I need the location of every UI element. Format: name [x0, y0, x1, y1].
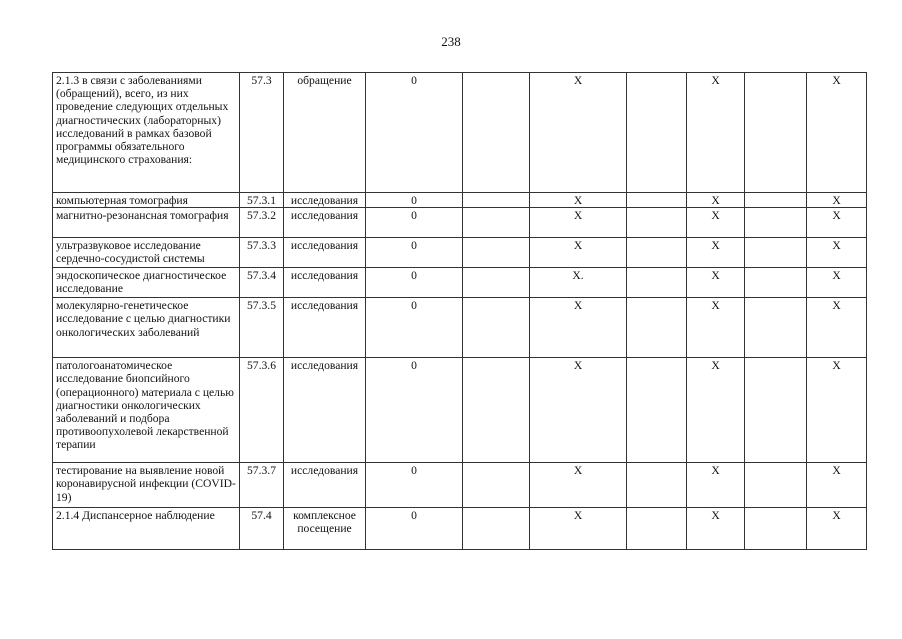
row-code: 57.3.5 — [240, 298, 284, 358]
row-x-mark: X — [687, 463, 745, 508]
row-x-mark: X — [530, 193, 627, 208]
row-code: 57.3.1 — [240, 193, 284, 208]
table-row — [53, 193, 867, 208]
empty-cell — [463, 298, 530, 358]
row-name: эндоскопическое диагностическое исследование — [53, 268, 240, 298]
empty-cell — [745, 298, 807, 358]
empty-cell — [463, 358, 530, 463]
row-x-mark: X — [807, 508, 867, 550]
row-x-mark: X — [530, 208, 627, 238]
row-x-mark: X — [687, 508, 745, 550]
row-value: 0 — [366, 508, 463, 550]
row-name: 2.1.3 в связи с заболеваниями (обращений), всего, из них проведение следующих отдельных диагностических (лабораторных) исследований в рамках базовой программы обязательного медицинского страхования: — [53, 73, 240, 193]
row-x-mark: X — [807, 193, 867, 208]
row-code: 57.3.6 — [240, 358, 284, 463]
row-name: магнитно-резонансная томография — [53, 208, 240, 238]
row-x-mark: X — [687, 193, 745, 208]
row-value: 0 — [366, 208, 463, 238]
row-code: 57.3.7 — [240, 463, 284, 508]
row-code: 57.3.3 — [240, 238, 284, 268]
row-value: 0 — [366, 268, 463, 298]
empty-cell — [745, 358, 807, 463]
table-row — [53, 238, 867, 268]
row-x-mark: X — [807, 463, 867, 508]
empty-cell — [627, 508, 687, 550]
row-x-mark: X — [687, 238, 745, 268]
row-code: 57.3 — [240, 73, 284, 193]
row-x-mark: X — [687, 268, 745, 298]
row-value: 0 — [366, 298, 463, 358]
row-name: компьютерная томография — [53, 193, 240, 208]
row-code: 57.3.2 — [240, 208, 284, 238]
table-row — [53, 268, 867, 298]
table-row — [53, 463, 867, 508]
empty-cell — [745, 268, 807, 298]
table-row — [53, 358, 867, 463]
table-row — [53, 298, 867, 358]
row-value: 0 — [366, 358, 463, 463]
empty-cell — [463, 268, 530, 298]
row-x-mark: X — [687, 298, 745, 358]
empty-cell — [463, 73, 530, 193]
empty-cell — [745, 208, 807, 238]
empty-cell — [627, 193, 687, 208]
empty-cell — [745, 508, 807, 550]
row-x-mark: X — [687, 358, 745, 463]
row-name: ультразвуковое исследование сердечно-сосудистой системы — [53, 238, 240, 268]
row-code: 57.3.4 — [240, 268, 284, 298]
row-x-mark: X — [807, 358, 867, 463]
empty-cell — [745, 193, 807, 208]
empty-cell — [463, 238, 530, 268]
empty-cell — [627, 268, 687, 298]
data-table — [52, 72, 867, 550]
empty-cell — [463, 208, 530, 238]
row-x-mark: X — [530, 73, 627, 193]
empty-cell — [463, 193, 530, 208]
row-value: 0 — [366, 463, 463, 508]
empty-cell — [627, 73, 687, 193]
empty-cell — [627, 208, 687, 238]
empty-cell — [745, 463, 807, 508]
row-x-mark: X — [687, 73, 745, 193]
empty-cell — [627, 238, 687, 268]
table-row — [53, 208, 867, 238]
page-number: 238 — [441, 34, 461, 49]
row-unit: исследования — [284, 298, 366, 358]
empty-cell — [627, 463, 687, 508]
row-x-mark: X. — [530, 268, 627, 298]
row-x-mark: X — [530, 508, 627, 550]
row-x-mark: X — [807, 298, 867, 358]
table-row — [53, 508, 867, 550]
empty-cell — [463, 463, 530, 508]
row-unit: исследования — [284, 463, 366, 508]
row-unit: исследования — [284, 193, 366, 208]
empty-cell — [627, 358, 687, 463]
row-value: 0 — [366, 193, 463, 208]
table-row — [53, 73, 867, 193]
empty-cell — [745, 238, 807, 268]
row-x-mark: X — [807, 268, 867, 298]
row-name: молекулярно-генетическое исследование с целью диагностики онкологических заболеваний — [53, 298, 240, 358]
row-unit: исследования — [284, 238, 366, 268]
row-unit: комплексное посещение — [284, 508, 366, 550]
empty-cell — [463, 508, 530, 550]
empty-cell — [627, 298, 687, 358]
row-value: 0 — [366, 238, 463, 268]
row-name: 2.1.4 Диспансерное наблюдение — [53, 508, 240, 550]
row-value: 0 — [366, 73, 463, 193]
row-unit: исследования — [284, 268, 366, 298]
row-name: патологоанатомическое исследование биопсийного (операционного) материала с целью диагностики онкологических заболеваний и подбора противоопухолевой лекарственной терапии — [53, 358, 240, 463]
row-x-mark: X — [530, 463, 627, 508]
row-x-mark: X — [530, 358, 627, 463]
row-unit: исследования — [284, 208, 366, 238]
row-x-mark: X — [687, 208, 745, 238]
row-x-mark: X — [807, 73, 867, 193]
row-unit: исследования — [284, 358, 366, 463]
empty-cell — [745, 73, 807, 193]
row-x-mark: X — [807, 208, 867, 238]
row-unit: обращение — [284, 73, 366, 193]
row-x-mark: X — [807, 238, 867, 268]
row-name: тестирование на выявление новой коронавирусной инфекции (COVID-19) — [53, 463, 240, 508]
row-x-mark: X — [530, 298, 627, 358]
row-x-mark: X — [530, 238, 627, 268]
row-code: 57.4 — [240, 508, 284, 550]
